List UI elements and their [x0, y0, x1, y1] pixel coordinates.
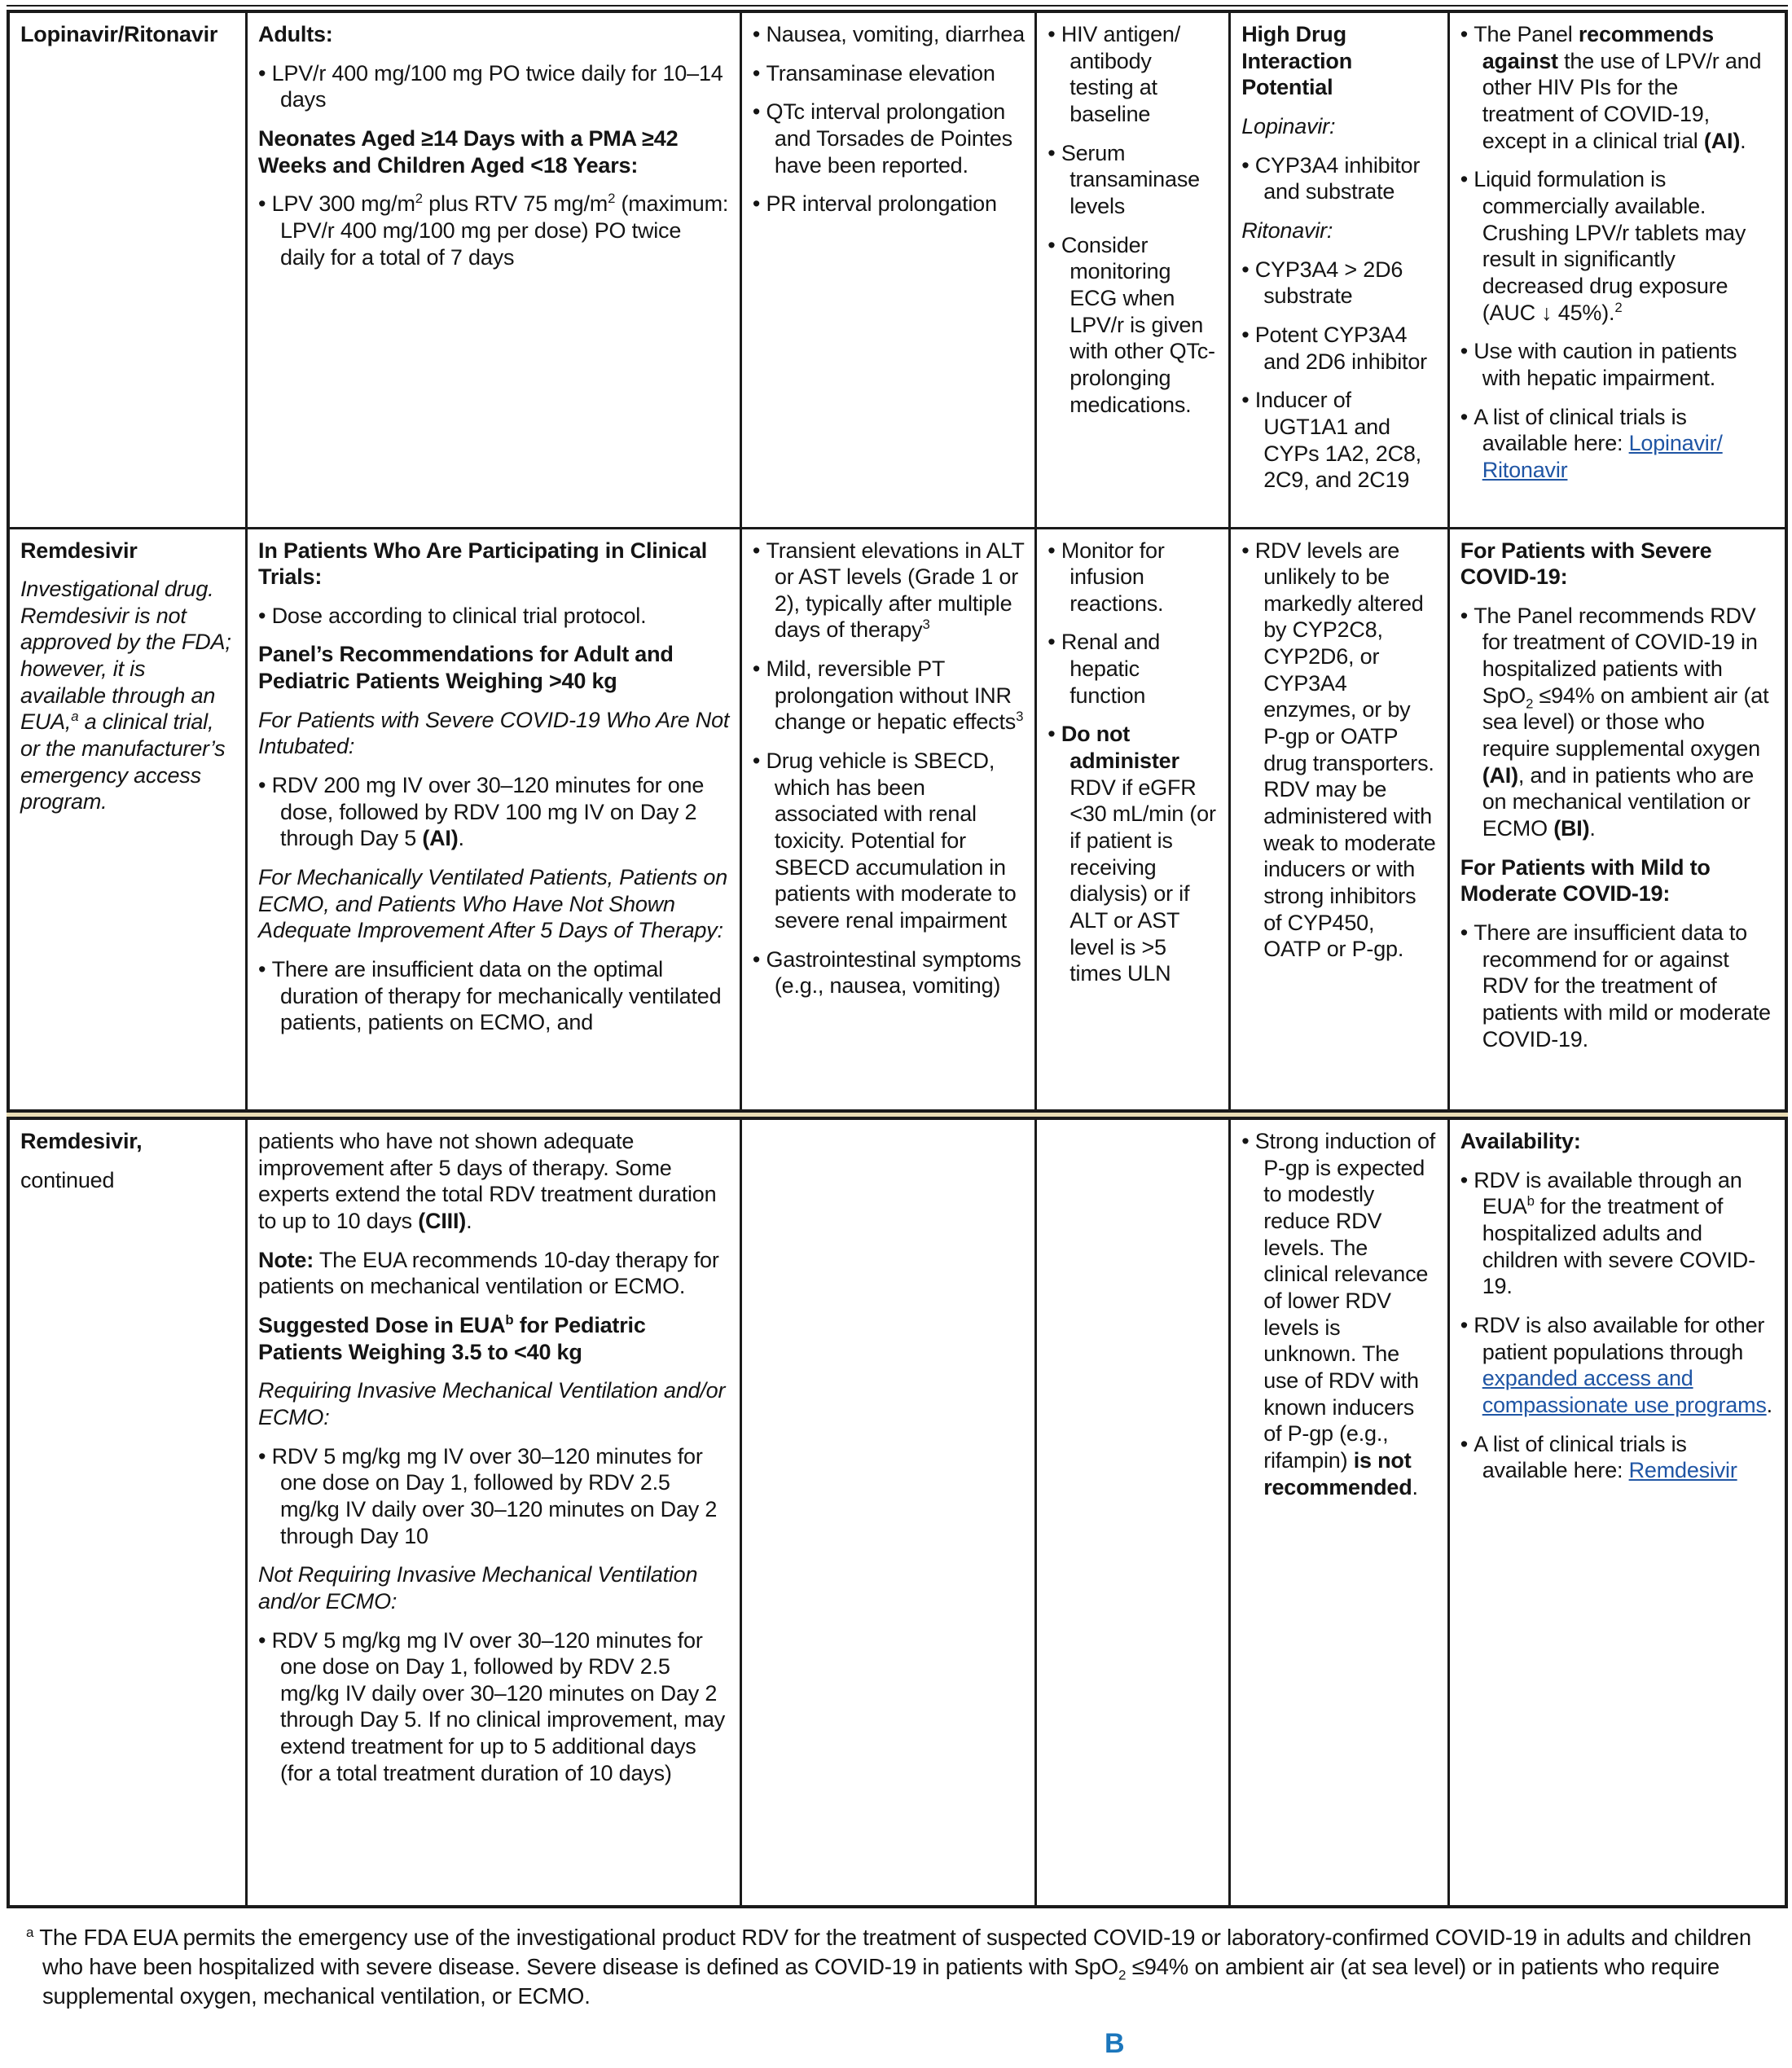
drug-name: Remdesivir, [20, 1129, 143, 1153]
bullet-item: • Drug vehicle is SBECD, which has been associated with renal toxicity. Potential for SBECD accumulation in patients with moderate to severe renal impairment [753, 748, 1025, 934]
cell-lopinavir-drug-name [8, 11, 247, 528]
bullet-item: • Serum transaminase levels [1048, 140, 1219, 220]
bullet-item: • Inducer of UGT1A1 and CYPs 1A2, 2C8, 2C9, and 2C19 [1241, 387, 1438, 494]
emphasis-bold: recommends against [1482, 22, 1714, 73]
footnote-a: $^a$ The FDA EUA permits the emergency use of the investigational product RDV for the treatment of suspected COVID-19 or laboratory-confirmed COVID-19 in adults and children who have been hospitalized with severe disease. Severe disease is defined as COVID-19 in patients with SpO$_2$ ≤94% on ambient air (at sea level) or in patients who require supplemental oxygen, mechanical ventilation, or ECMO. [26, 1924, 1751, 2009]
cell-paragraph: continued [20, 1167, 115, 1192]
cell-remdesivir-continued-comments [1448, 1118, 1786, 1907]
bullet-item: • Monitor for infusion reactions. [1048, 538, 1219, 617]
bullet-item: • RDV is available through an EUA$^b$ for the treatment of hospitalized adults and children with severe COVID-19. [1460, 1167, 1775, 1300]
emphasis-bold: (AI) [1703, 128, 1741, 153]
emphasis-bold: (BI) [1553, 816, 1590, 841]
bullet-item: • There are insufficient data to recommend for or against RDV for the treatment of patients with mild or moderate COVID-19. [1460, 920, 1775, 1052]
superscript-footnote-marker: 3 [922, 617, 930, 633]
drug-name: Remdesivir [20, 538, 138, 563]
cell-remdesivir-comments [1448, 528, 1786, 1111]
cell-paragraph: Note: The EUA recommends 10-day therapy for patients on mechanical ventilation or ECMO. [258, 1247, 719, 1299]
page-top-rule [7, 5, 1788, 7]
cell-lopinavir-drug-interactions [1230, 11, 1449, 528]
cell-heading: Availability: [1460, 1129, 1581, 1153]
bullet-item: • Potent CYP3A4 and 2D6 inhibitor [1241, 322, 1438, 375]
bullet-item: • LPV 300 $mg/m^2$ plus RTV 75 $mg/m^2$ (maximum: LPV/r 400 mg/100 mg per dose) PO twice daily for a total of 7 days [258, 191, 730, 270]
cell-remdesivir-drug-name [8, 528, 247, 1111]
cell-heading: Suggested Dose in EUA$^b$ for Pediatric Patients Weighing 3.5 to <40 kg [258, 1311, 646, 1364]
bullet-item: • The Panel recommends against the use of LPV/r and other HIV PIs for the treatment of COVID-19, except in a clinical trial (AI). [1460, 21, 1775, 154]
subscript: 2 [1118, 1967, 1127, 1983]
bullet-item: • Renal and hepatic function [1048, 629, 1219, 709]
superscript-footnote-marker: b [1526, 1193, 1535, 1210]
link[interactable]: Lopinavir/ Ritonavir [1482, 431, 1723, 482]
bullet-item: • RDV 5 mg/kg mg IV over 30–120 minutes for one dose on Day 1, followed by RDV 2.5 mg/kg IV daily over 30–120 minutes on Day 2 through Day 5. If no clinical improvement, may extend treatment for up to 5 additional days (for a total treatment duration of 10 days) [258, 1627, 730, 1787]
page-marker: B [1105, 2028, 1125, 2060]
bullet-item: • RDV 5 mg/kg mg IV over 30–120 minutes for one dose on Day 1, followed by RDV 2.5 mg/kg IV daily over 30–120 minutes on Day 2 through Day 10 [258, 1443, 730, 1550]
bullet-item: • Gastrointestinal symptoms (e.g., nausea, vomiting) [753, 946, 1025, 999]
cell-heading: In Patients Who Are Participating in Clinical Trials: [258, 538, 708, 590]
emphasis-bold: Note: [258, 1247, 314, 1272]
cell-heading: Neonates Aged ≥14 Days with a PMA ≥42 Weeks and Children Aged <18 Years: [258, 125, 679, 178]
cell-subheading-italic: Ritonavir: [1241, 217, 1333, 243]
bullet-item: • A list of clinical trials is available here: Lopinavir/ Ritonavir [1460, 404, 1775, 484]
bullet-item: • HIV antigen/ antibody testing at baseline [1048, 21, 1219, 128]
link[interactable]: Remdesivir [1628, 1458, 1737, 1483]
cell-lopinavir-adverse-events [740, 11, 1035, 528]
cell-lopinavir-monitoring [1036, 11, 1230, 528]
cell-heading: Panel’s Recommendations for Adult and Pediatric Patients Weighing >40 kg [258, 642, 674, 694]
superscript-footnote-marker: 2 [415, 191, 423, 207]
drug-name: Lopinavir/Ritonavir [20, 22, 218, 46]
cell-remdesivir-adverse-events [740, 528, 1035, 1111]
bullet-item: • The Panel recommends RDV for treatment of COVID-19 in hospitalized patients with SpO$_2$ ≤94% on ambient air (at sea level) or those who require supplemental oxygen (AI), and in patients who are on mechanical ventilation or ECMO (BI). [1460, 603, 1775, 842]
bullet-item: • RDV 200 mg IV over 30–120 minutes for one dose, followed by RDV 100 mg IV on Day 2 through Day 5 (AI). [258, 772, 730, 852]
superscript-footnote-marker: a [26, 1924, 34, 1940]
table-row-remdesivir [8, 528, 1786, 1111]
cell-subheading-italic: Lopinavir: [1241, 113, 1336, 138]
superscript-footnote-marker: 2 [608, 191, 616, 207]
bullet-item: • A list of clinical trials is available here: Remdesivir [1460, 1431, 1775, 1484]
cell-subheading-italic: Requiring Invasive Mechanical Ventilation and/or ECMO: [258, 1378, 726, 1429]
bullet-item: • PR interval prolongation [753, 191, 1025, 217]
superscript-footnote-marker: b [505, 1311, 514, 1328]
cell-lopinavir-comments [1448, 11, 1786, 528]
bullet-item: • RDV levels are unlikely to be markedly altered by CYP2C8, CYP2D6, or CYP3A4 enzymes, or by P-gp or OATP drug transporters. RDV may be administered with weak to moderate inducers or with strong inhibitors of CYP450, OATP or P-gp. [1241, 538, 1438, 964]
bullet-item: • CYP3A4 > 2D6 substrate [1241, 257, 1438, 310]
superscript-footnote-marker: 2 [1614, 299, 1623, 315]
cell-subheading-italic: For Patients with Severe COVID-19 Who Are Not Intubated: [258, 707, 730, 759]
bullet-item: • LPV/r 400 mg/100 mg PO twice daily for 10–14 days [258, 60, 730, 113]
bullet-item: • Mild, reversible PT prolongation without INR change or hepatic effects$^3$ [753, 656, 1025, 735]
table-row-remdesivir-continued [8, 1118, 1786, 1907]
cell-heading: Adults: [258, 22, 333, 46]
bullet-item: • There are insufficient data on the optimal duration of therapy for mechanically ventilated patients, patients on ECMO, and [258, 956, 730, 1036]
cell-paragraph: patients who have not shown adequate improvement after 5 days of therapy. Some experts extend the total RDV treatment duration to up to 10 days (CIII). [258, 1129, 717, 1233]
bullet-item: • Dose according to clinical trial protocol. [258, 603, 730, 630]
cell-remdesivir-continued-drug-interactions [1230, 1118, 1449, 1907]
superscript-footnote-marker: 3 [1016, 709, 1024, 725]
treatment-table-block-2 [7, 1117, 1788, 1908]
emphasis-bold: Do not administer [1061, 722, 1179, 774]
bullet-item: • Do not administer RDV if eGFR <30 mL/min (or if patient is receiving dialysis) or if ALT or AST level is >5 times ULN [1048, 721, 1219, 987]
bullet-item: • QTc interval prolongation and Torsades de Pointes have been reported. [753, 99, 1025, 178]
bullet-item: • Liquid formulation is commercially available. Crushing LPV/r tablets may result in significantly decreased drug exposure (AUC ↓ 45%).$^2$ [1460, 166, 1775, 326]
cell-subheading-italic: Not Requiring Invasive Mechanical Ventilation and/or ECMO: [258, 1562, 698, 1614]
bullet-item: • RDV is also available for other patient populations through expanded access and compassionate use programs. [1460, 1312, 1775, 1419]
cell-heading: For Patients with Mild to Moderate COVID-19: [1460, 854, 1711, 907]
table-row-lopinavir-ritonavir [8, 11, 1786, 528]
bullet-item: • Nausea, vomiting, diarrhea [753, 21, 1025, 48]
cell-remdesivir-dosing [247, 528, 741, 1111]
cell-remdesivir-monitoring [1036, 528, 1230, 1111]
cell-lopinavir-dosing [247, 11, 741, 528]
bullet-item: • CYP3A4 inhibitor and substrate [1241, 152, 1438, 205]
bullet-item: • Consider monitoring ECG when LPV/r is given with other QTc-prolonging medications. [1048, 232, 1219, 419]
cell-remdesivir-continued-adverse-events [740, 1118, 1035, 1907]
cell-remdesivir-drug-interactions [1230, 528, 1449, 1111]
cell-paragraph-italic: Investigational drug. Remdesivir is not approved by the FDA; however, it is available through an EUA,$^a$ a clinical trial, or the manufacturer’s emergency access program. [20, 577, 231, 814]
bullet-item: • Use with caution in patients with hepatic impairment. [1460, 338, 1775, 391]
emphasis-bold: (AI) [422, 826, 459, 851]
cell-subheading-italic: For Mechanically Ventilated Patients, Patients on ECMO, and Patients Who Have Not Shown Adequate Improvement After 5 Days of Therapy: [258, 865, 728, 943]
subscript: 2 [1526, 696, 1534, 712]
emphasis-bold: is not recommended [1263, 1447, 1412, 1499]
emphasis-bold: (CIII) [418, 1208, 467, 1233]
superscript-footnote-marker: a [71, 709, 79, 725]
bullet-item: • Strong induction of P-gp is expected to modestly reduce RDV levels. The clinical relevance of lower RDV levels is unknown. The use of RDV with known inducers of P-gp (e.g., rifampin) is not recommended. [1241, 1128, 1438, 1500]
cell-heading: High Drug Interaction Potential [1241, 22, 1353, 100]
bullet-item: • Transaminase elevation [753, 60, 1025, 87]
cell-remdesivir-continued-monitoring [1036, 1118, 1230, 1907]
cell-remdesivir-continued-dosing [247, 1118, 741, 1907]
link[interactable]: expanded access and compassionate use programs [1482, 1366, 1767, 1417]
treatment-table-block-1 [7, 10, 1788, 1113]
cell-heading: For Patients with Severe COVID-19: [1460, 538, 1712, 590]
bullet-item: • Transient elevations in ALT or AST levels (Grade 1 or 2), typically after multiple days of therapy$^3$ [753, 538, 1025, 644]
emphasis-bold: (AI) [1482, 762, 1518, 788]
cell-remdesivir-continued-drug-name [8, 1118, 247, 1907]
